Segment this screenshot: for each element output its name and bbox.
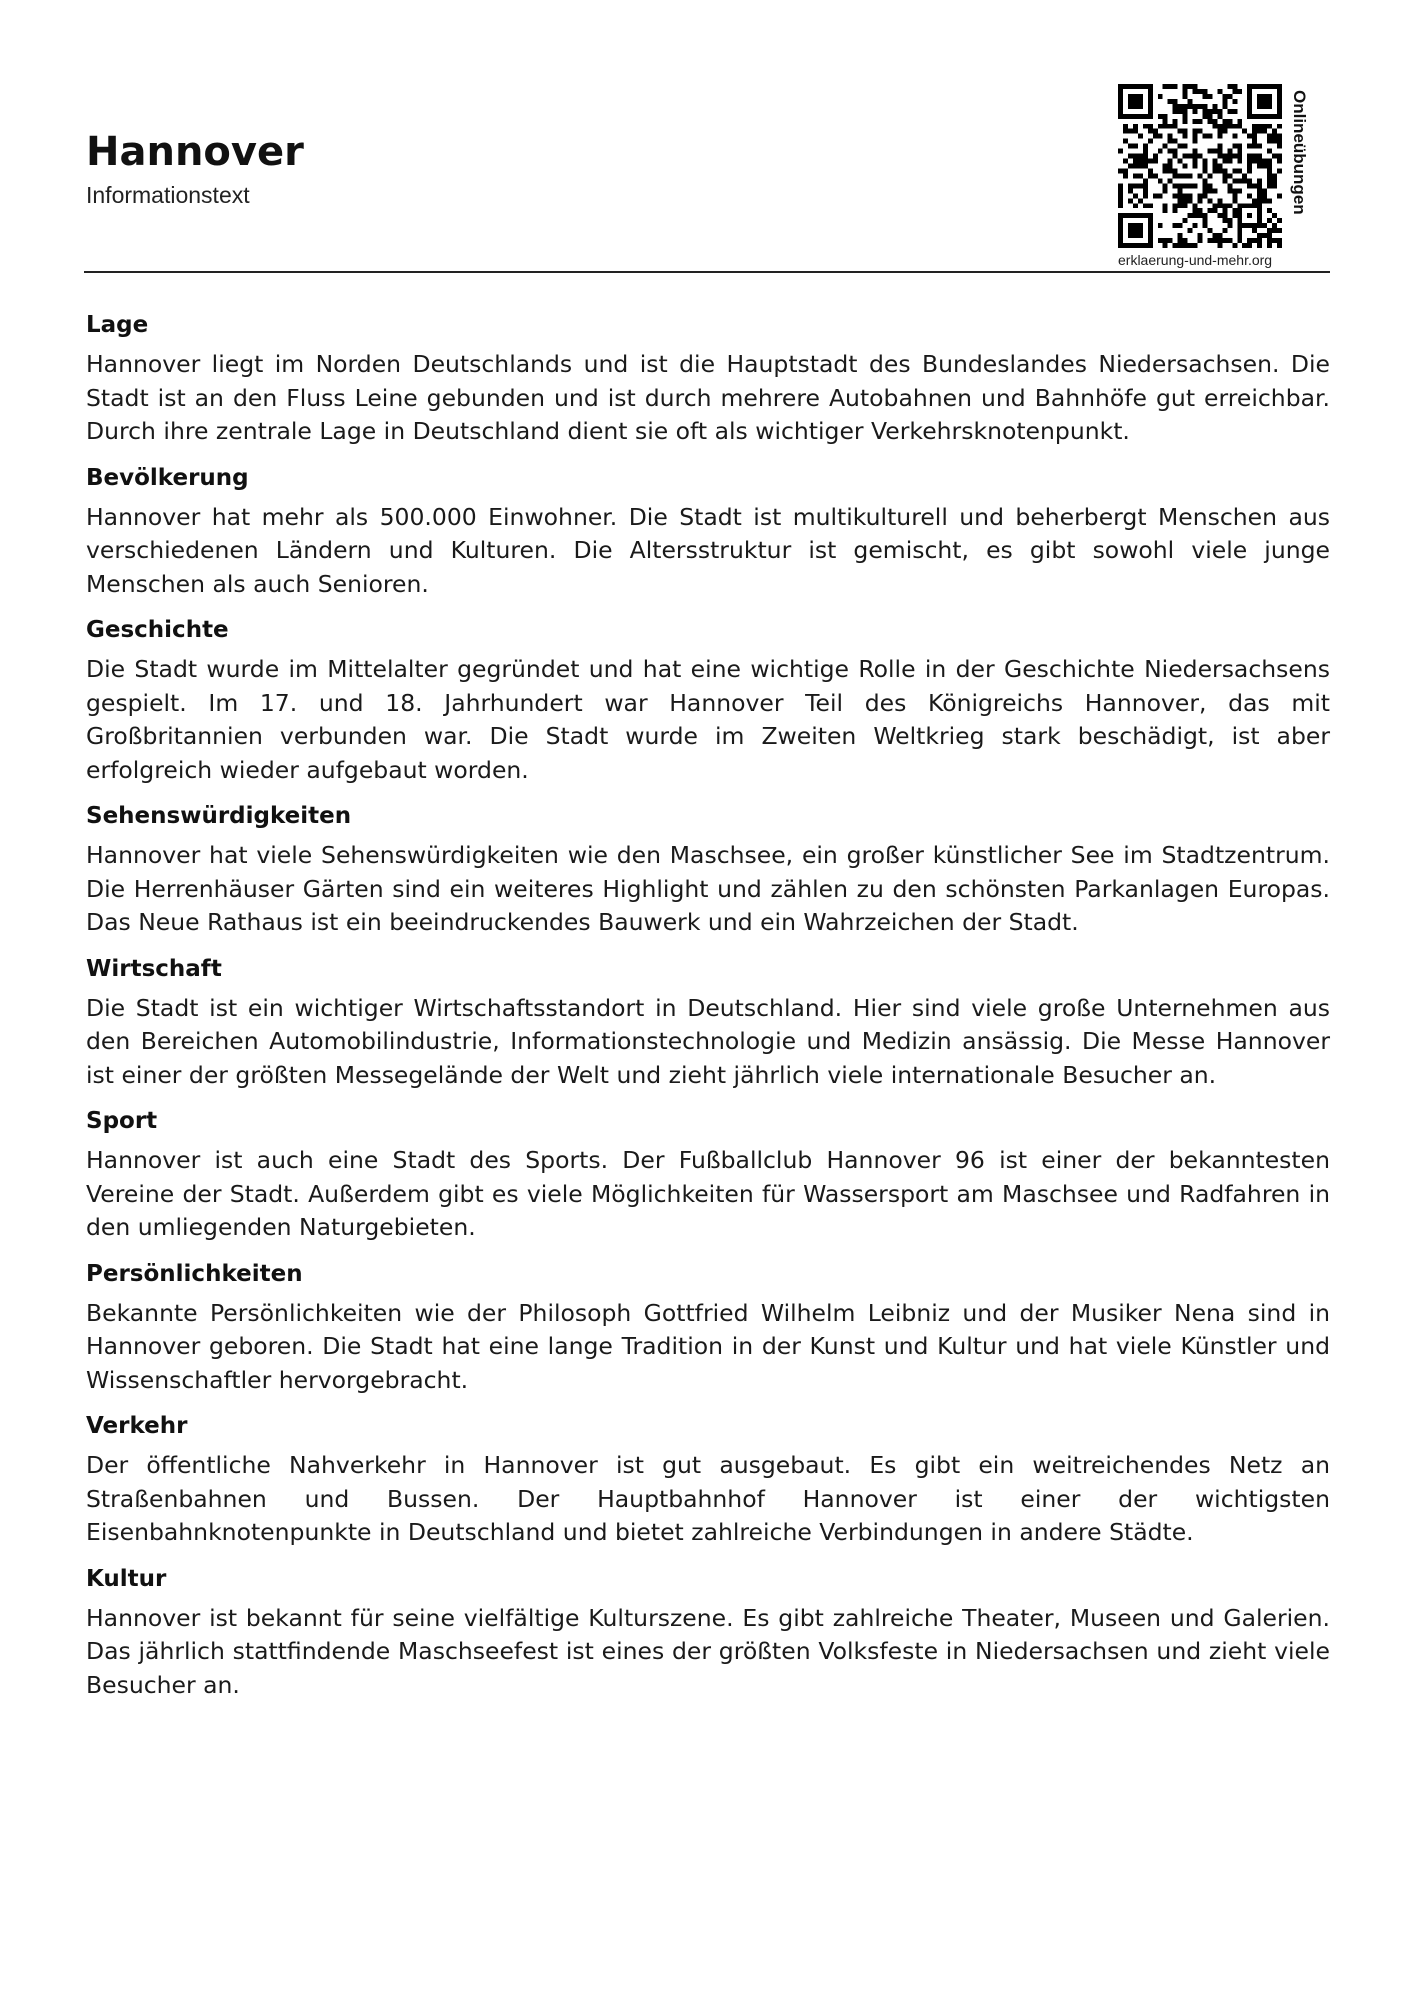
section-heading: Verkehr [86, 1413, 188, 1439]
qr-vertical-label: Onlineübungen [1290, 90, 1309, 215]
section-paragraph: Der öffentliche Nahverkehr in Hannover ist gut ausgebaut. Es gibt ein weitreichendes Netz an Straßenbahnen und Bussen. Der Hauptbahnhof Hannover ist einer der wichtigsten Eisenbahnknotenpunkte in Deutschland und bietet zahlreiche Verbindungen in andere Städte. [86, 1451, 1330, 1546]
section [86, 613, 1330, 787]
section-heading: Lage [86, 312, 149, 338]
section-paragraph: Hannover ist auch eine Stadt des Sports. Der Fußballclub Hannover 96 ist einer der bekanntesten Vereine der Stadt. Außerdem gibt es viele Möglichkeiten für Wassersport am Maschsee und Radfahren in den umliegenden Naturgebieten. [86, 1146, 1330, 1241]
section-heading: Wirtschaft [86, 955, 222, 982]
section [86, 1104, 1330, 1245]
document-body [86, 308, 1330, 1714]
section-heading: Kultur [86, 1565, 167, 1592]
section-paragraph: Hannover ist bekannt für seine vielfältige Kulturszene. Es gibt zahlreiche Theater, Museen und Galerien. Das jährlich stattfindende Maschseefest ist eines der größten Volksfeste in Niedersachsen und zieht viele Besucher an. [86, 1603, 1330, 1699]
qr-block[interactable] [1118, 84, 1318, 274]
section-heading: Persönlichkeiten [86, 1260, 303, 1287]
section [86, 461, 1330, 602]
qr-code-icon[interactable] [1118, 84, 1282, 248]
section [86, 1257, 1330, 1398]
section [86, 1409, 1330, 1550]
section-paragraph: Hannover liegt im Norden Deutschlands und ist die Hauptstadt des Bundeslandes Niedersachsen. Die Stadt ist an den Fluss Leine gebunden und ist durch mehrere Autobahnen und Bahnhöfe gut erreichbar. Durch ihre zentrale Lage in Deutschland dient sie oft als wichtiger Verkehrsknotenpunkt. [86, 350, 1330, 445]
page-subtitle: Informationstext [86, 182, 250, 208]
section-heading: Sehenswürdigkeiten [86, 803, 352, 829]
qr-url-text[interactable]: erklaerung-und-mehr.org [1118, 252, 1273, 268]
section [86, 308, 1330, 449]
section-heading: Bevölkerung [86, 464, 249, 491]
header-divider [84, 271, 1330, 273]
page-title: Hannover [86, 129, 304, 175]
qr-vertical-label-box [1290, 90, 1322, 240]
section-paragraph: Die Stadt ist ein wichtiger Wirtschaftsstandort in Deutschland. Hier sind viele große Unternehmen aus den Bereichen Automobilindustrie, Informationstechnologie und Medizin ansässig. Die Messe Hannover ist einer der größten Messegelände der Welt und zieht jährlich viele internationale Besucher an. [86, 993, 1330, 1089]
section [86, 952, 1330, 1093]
section-paragraph: Hannover hat mehr als 500.000 Einwohner. Die Stadt ist multikulturell und beherbergt Menschen aus verschiedenen Ländern und Kulturen. Die Altersstruktur ist gemischt, es gibt sowohl viele junge Menschen als auch Senioren. [86, 502, 1330, 598]
document-header [86, 128, 304, 210]
section-paragraph: Hannover hat viele Sehenswürdigkeiten wie den Maschsee, ein großer künstlicher See im Stadtzentrum. Die Herrenhäuser Gärten sind ein weiteres Highlight und zählen zu den schönsten Parkanlagen Europas. Das Neue Rathaus ist ein beeindruckendes Bauwerk und ein Wahrzeichen der Stadt. [86, 841, 1330, 936]
section [86, 799, 1330, 940]
section-paragraph: Die Stadt wurde im Mittelalter gegründet und hat eine wichtige Rolle in der Geschichte Niedersachsens gespielt. Im 17. und 18. Jahrhundert war Hannover Teil des Königreichs Hannover, das mit Großbritannien verbunden war. Die Stadt wurde im Zweiten Weltkrieg stark beschädigt, ist aber erfolgreich wieder aufgebaut worden. [86, 655, 1330, 784]
section-paragraph: Bekannte Persönlichkeiten wie der Philosoph Gottfried Wilhelm Leibniz und der Musiker Nena sind in Hannover geboren. Die Stadt hat eine lange Tradition in der Kunst und Kultur und hat viele Künstler und Wissenschaftler hervorgebracht. [86, 1298, 1330, 1394]
section [86, 1562, 1330, 1703]
section-heading: Sport [86, 1108, 158, 1134]
section-heading: Geschichte [86, 617, 229, 643]
